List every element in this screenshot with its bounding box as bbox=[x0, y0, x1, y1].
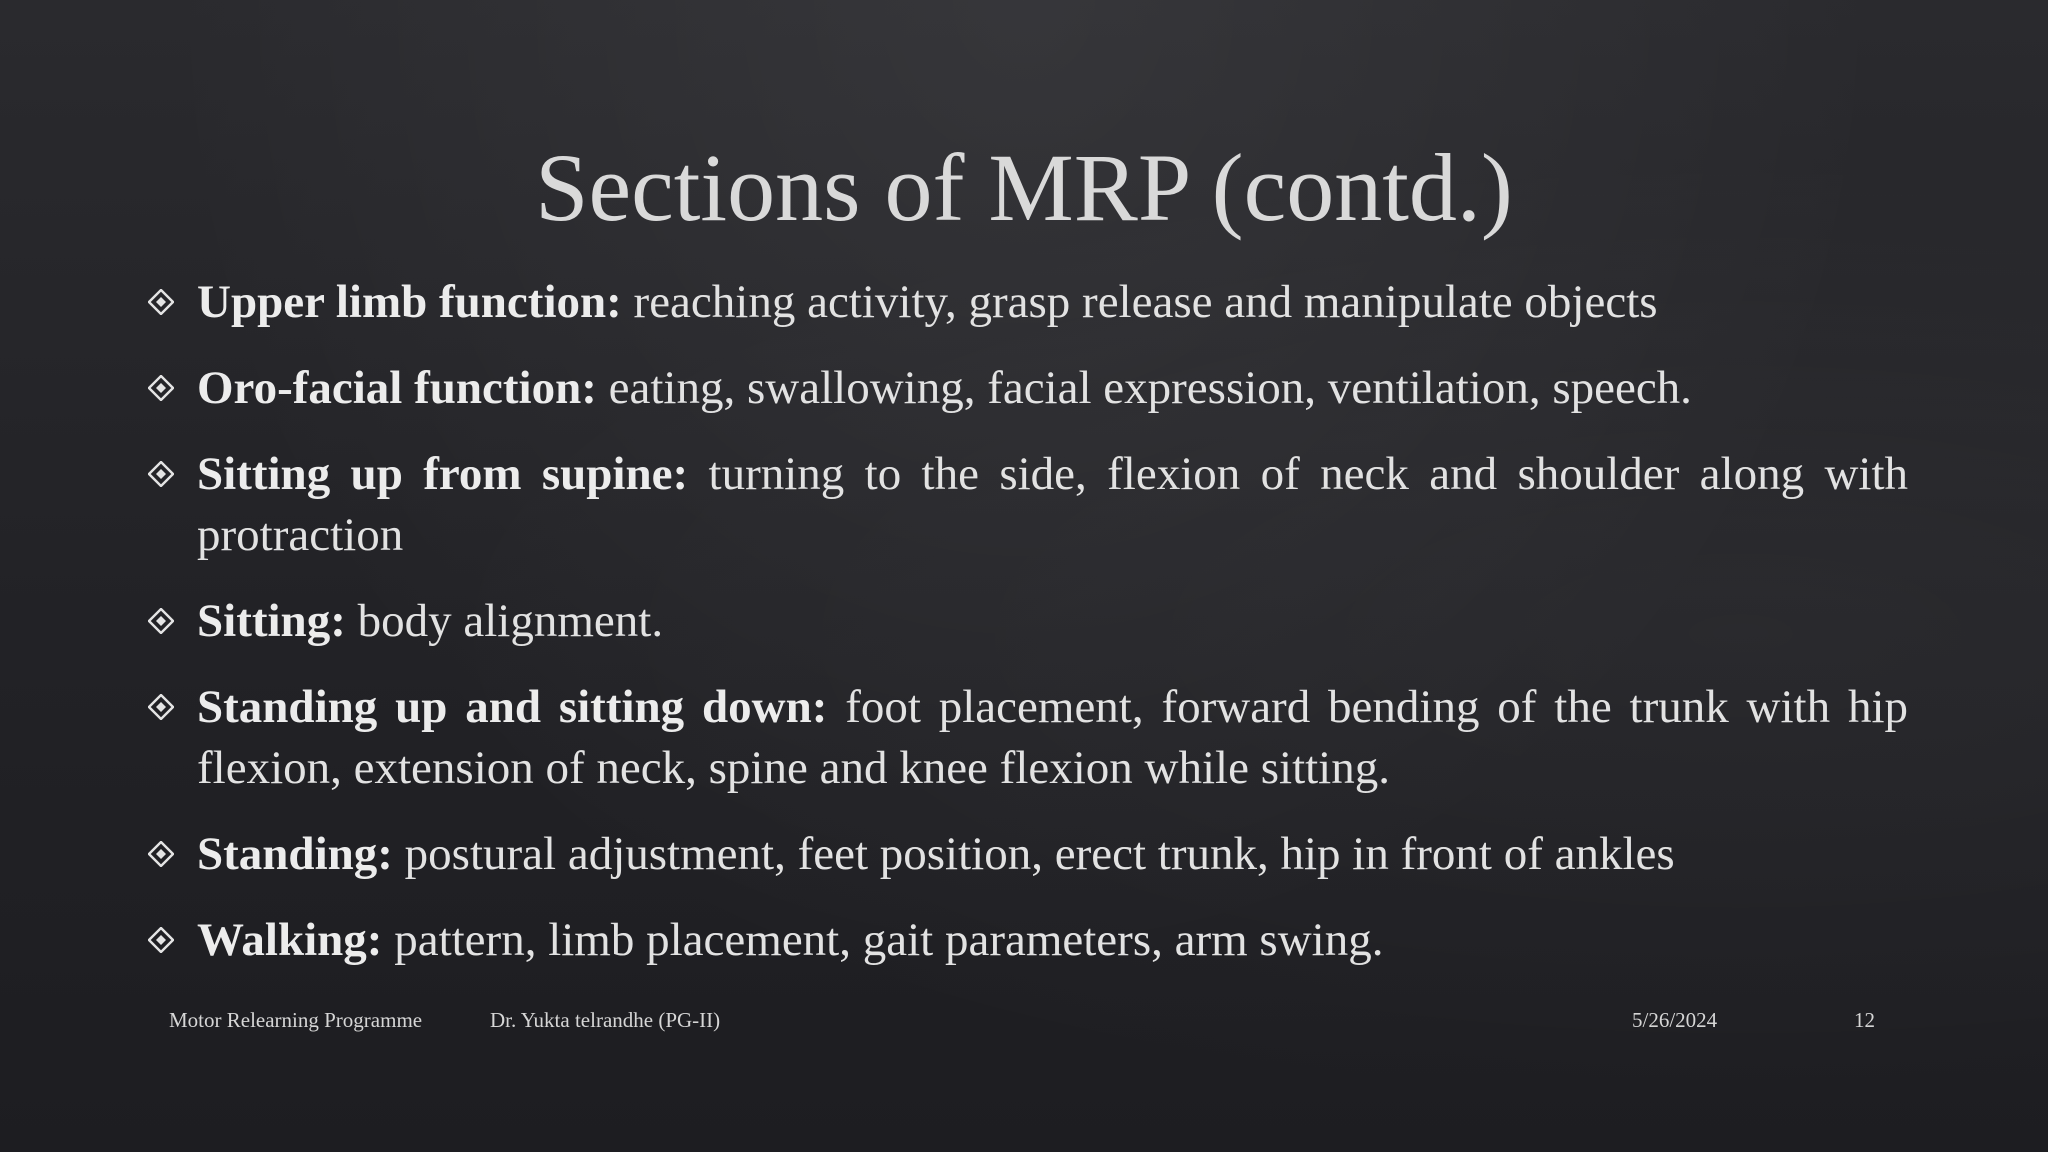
diamond-bullet-icon bbox=[148, 927, 174, 953]
bullet-term: Oro-facial function: bbox=[197, 362, 597, 414]
bullet-item bbox=[148, 358, 1908, 419]
slide-number: 12 bbox=[1854, 1008, 1875, 1032]
bullet-text: eating, swallowing, facial expression, ventilation, speech. bbox=[596, 362, 1692, 414]
footer-presentation-title: Motor Relearning Programme bbox=[169, 1008, 423, 1032]
bullet-item bbox=[148, 677, 1908, 799]
footer-author: Dr. Yukta telrandhe (PG-II) bbox=[490, 1008, 721, 1032]
diamond-bullet-icon bbox=[148, 289, 174, 315]
bullet-text: pattern, limb placement, gait parameters, arm swing. bbox=[382, 914, 1384, 966]
bullet-item bbox=[148, 591, 1908, 652]
bullet-list bbox=[148, 272, 1908, 996]
bullet-item bbox=[148, 444, 1908, 566]
bullet-text: body alignment. bbox=[345, 595, 664, 647]
slide-title: Sections of MRP (contd.) bbox=[535, 134, 1513, 241]
bullet-term: Sitting up from supine: bbox=[197, 448, 689, 500]
diamond-bullet-icon bbox=[148, 694, 174, 720]
bullet-term: Upper limb function: bbox=[197, 276, 622, 328]
diamond-bullet-icon bbox=[148, 841, 174, 867]
diamond-bullet-icon bbox=[148, 375, 174, 401]
bullet-item bbox=[148, 910, 1908, 971]
bullet-text: foot placement, forward bending of the trunk with hip flexion, extension of neck, spine and knee flexion while sitting. bbox=[197, 681, 1908, 794]
bullet-item bbox=[148, 824, 1908, 885]
bullet-term: Sitting: bbox=[197, 595, 346, 647]
bullet-term: Standing: bbox=[197, 828, 393, 880]
bullet-text: postural adjustment, feet position, erect trunk, hip in front of ankles bbox=[392, 828, 1675, 880]
diamond-bullet-icon bbox=[148, 461, 174, 487]
bullet-term: Standing up and sitting down: bbox=[197, 681, 828, 733]
diamond-bullet-icon bbox=[148, 608, 174, 634]
bullet-text: reaching activity, grasp release and manipulate objects bbox=[621, 276, 1658, 328]
bullet-item bbox=[148, 272, 1908, 333]
bullet-text: turning to the side, flexion of neck and shoulder along with protraction bbox=[197, 448, 1909, 561]
footer-date: 5/26/2024 bbox=[1632, 1008, 1718, 1032]
bullet-term: Walking: bbox=[197, 914, 383, 966]
